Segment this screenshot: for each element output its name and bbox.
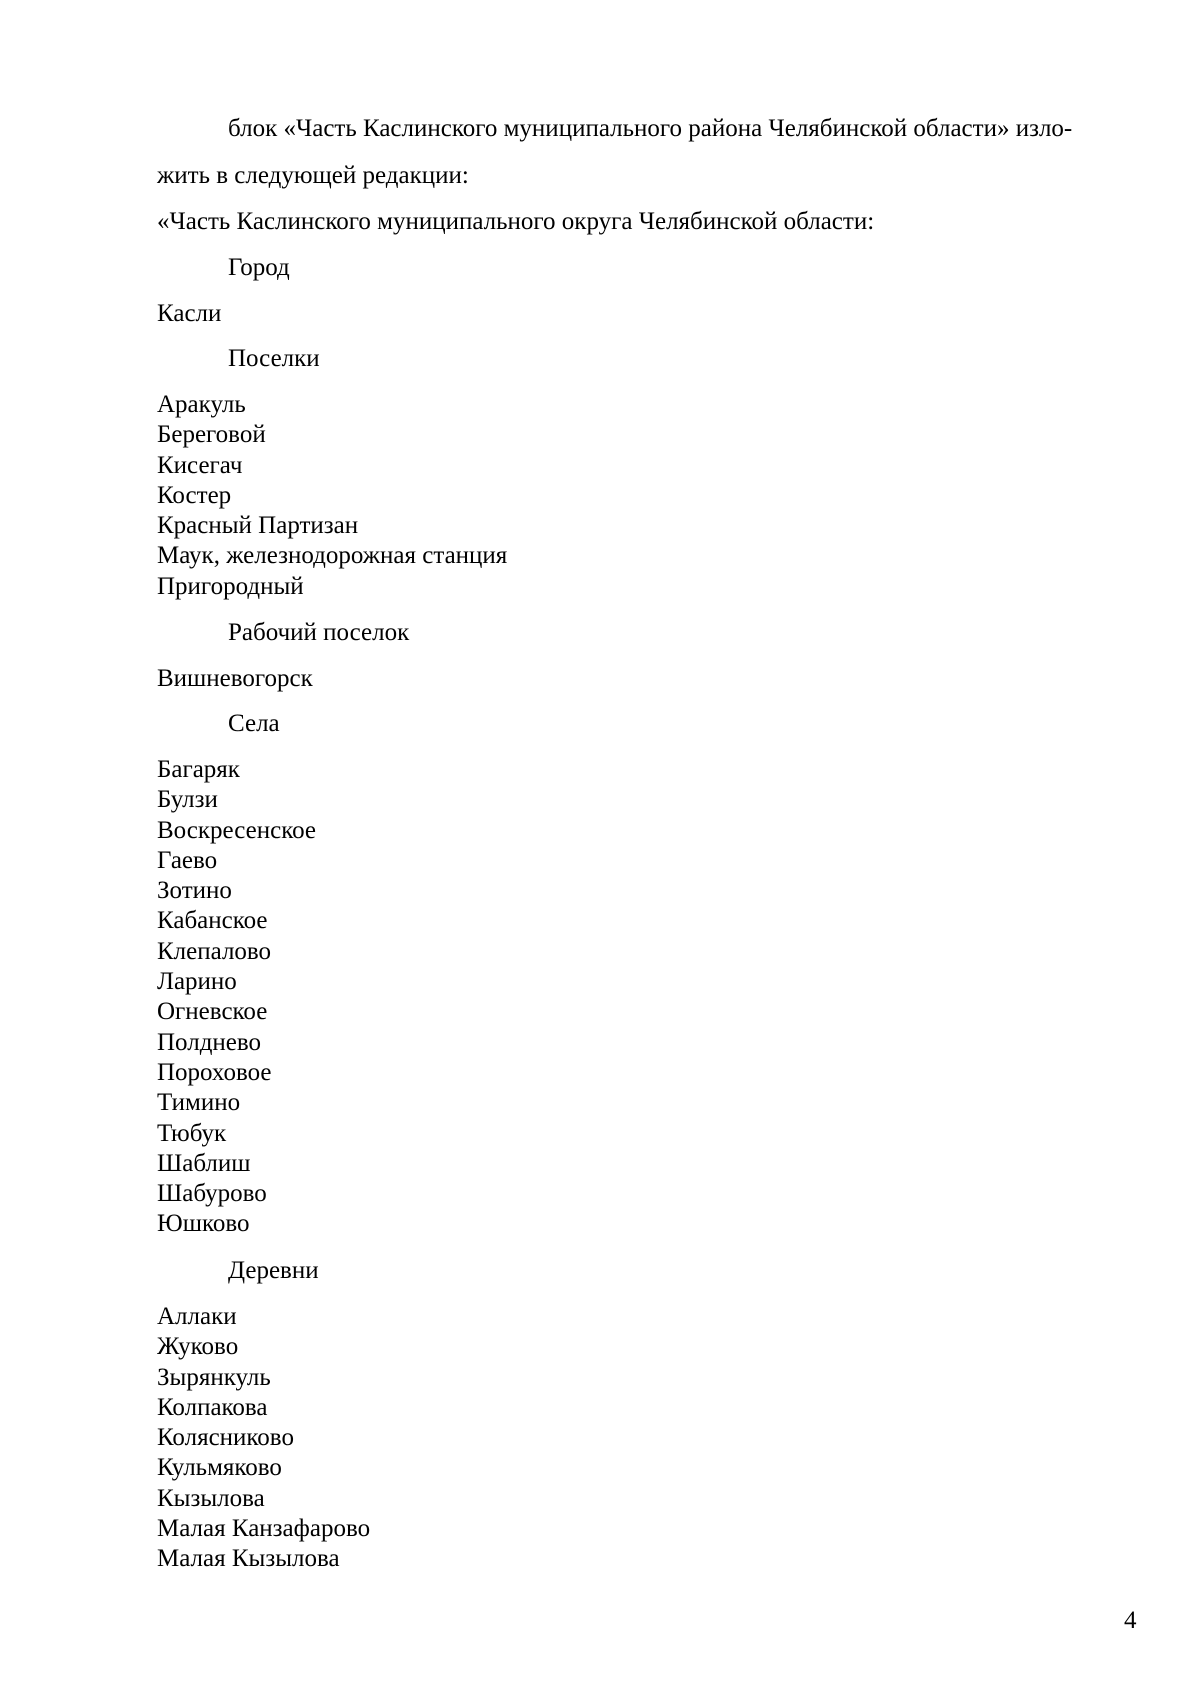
list-item: Маук, железнодорожная станция: [157, 542, 508, 570]
section-heading-settlements: Поселки: [228, 345, 320, 372]
list-item: Малая Кызылова: [157, 1545, 340, 1573]
list-item: Береговой: [157, 421, 266, 449]
hamlets-list: [157, 1302, 370, 1575]
list-item: Шабурово: [157, 1180, 267, 1208]
list-item: Красный Партизан: [157, 512, 359, 540]
list-item: Жуково: [157, 1333, 239, 1361]
list-item: Костер: [157, 481, 232, 509]
list-item: Малая Канзафарово: [157, 1515, 371, 1543]
list-item: Булзи: [157, 786, 218, 814]
section-heading-city: Город: [228, 254, 290, 281]
list-item: Аракуль: [157, 391, 246, 418]
list-item: Клепалово: [157, 937, 272, 965]
list-item: Зырянкуль: [157, 1363, 271, 1391]
section-heading-work-settlement: Рабочий поселок: [228, 619, 410, 646]
list-item: Шаблиш: [157, 1149, 251, 1177]
list-item: Колясниково: [157, 1424, 294, 1452]
work-settlement-item: Вишневогорск: [157, 665, 313, 692]
settlements-list: [157, 390, 507, 602]
list-item: Зотино: [157, 877, 232, 905]
list-item: Полднево: [157, 1028, 262, 1056]
city-item: Касли: [157, 300, 222, 327]
list-item: Кульмяково: [157, 1454, 282, 1482]
intro-line-2: жить в следующей редакции:: [157, 162, 469, 189]
list-item: Воскресенское: [157, 816, 317, 844]
page-number: 4: [1124, 1607, 1137, 1634]
list-item: Колпакова: [157, 1393, 268, 1421]
list-item: Багаряк: [157, 756, 240, 783]
section-heading-villages: Села: [228, 710, 280, 737]
list-item: Тимино: [157, 1089, 241, 1117]
section-heading-hamlets: Деревни: [228, 1257, 319, 1284]
list-item: Ларино: [157, 968, 237, 996]
list-item: Аллаки: [157, 1303, 237, 1330]
list-item: Гаево: [157, 846, 218, 874]
list-item: Огневское: [157, 998, 268, 1026]
intro-line-1: блок «Часть Каслинского муниципального района Челябинской области» изло-: [228, 115, 1073, 142]
list-item: Пороховое: [157, 1058, 272, 1086]
list-item: Тюбук: [157, 1119, 227, 1147]
list-item: Юшково: [157, 1210, 250, 1238]
intro-line-3: «Часть Каслинского муниципального округа Челябинской области:: [157, 208, 875, 235]
list-item: Кызылова: [157, 1484, 265, 1512]
villages-list: [157, 755, 316, 1240]
list-item: Пригородный: [157, 572, 304, 600]
list-item: Кабанское: [157, 907, 268, 935]
list-item: Кисегач: [157, 451, 243, 479]
